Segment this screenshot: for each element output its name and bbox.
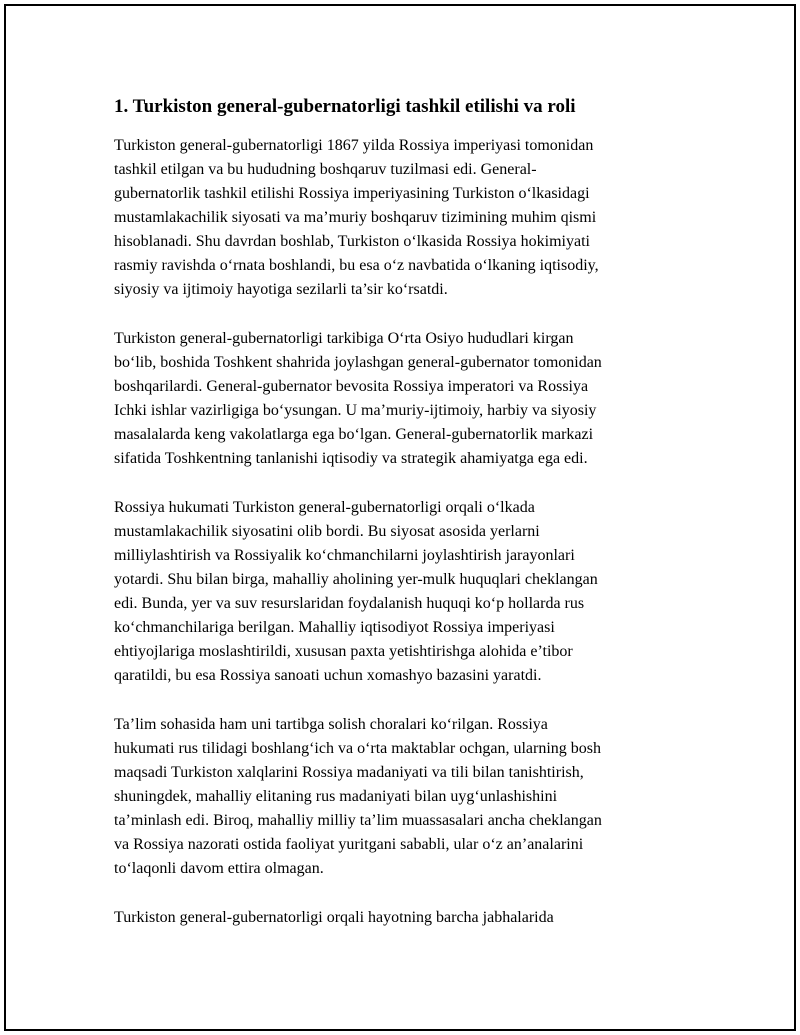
paragraph-3: Rossiya hukumati Turkiston general-gubernatorligi orqali o‘lkada mustamlakachilik siyosatini olib bordi. Bu siyosat asosida yerlarni milliylashtirish va Rossiyalik ko‘chmanchilarni joylashtirish jarayonlari yotardi. Shu bilan birga, mahalliy aholining yer-mulk huquqlari cheklangan edi. Bunda, yer va suv resurslaridan foydalanish huquqi ko‘p hollarda rus ko‘chmanchilariga berilgan. Mahalliy iqtisodiyot Rossiya imperiyasi ehtiyojlariga moslashtirildi, xususan paxta yetishtirishga alohida e’tibor qaratildi, bu esa Rossiya sanoati uchun xomashyo bazasini yaratdi.	[114, 499, 598, 684]
paragraph-1: Turkiston general-gubernatorligi 1867 yilda Rossiya imperiyasi tomonidan tashkil etilgan va bu hududning boshqaruv tuzilmasi edi. General- gubernatorlik tashkil etilishi Rossiya imperiyasining Turkiston o‘lkasidagi mustamlakachilik siyosati va ma’muriy boshqaruv tizimining muhim qismi hisoblanadi. Shu davrdan boshlab, Turkiston o‘lkasida Rossiya hokimiyati rasmiy ravishda o‘rnata boshlandi, bu esa o‘z navbatida o‘lkaning iqtisodiy, siyosiy va ijtimoiy hayotiga sezilarli ta’sir ko‘rsatdi.	[114, 137, 599, 298]
paragraph-4: Ta’lim sohasida ham uni tartibga solish choralari ko‘rilgan. Rossiya hukumati rus tilidagi boshlang‘ich va o‘rta maktablar ochgan, ularning bosh maqsadi Turkiston xalqlarini Rossiya madaniyati va tili bilan tanishtirish, shuningdek, mahalliy elitaning rus madaniyati bilan uyg‘unlashishini ta’minlash edi. Biroq, mahalliy milliy ta’lim muassasalari ancha cheklangan va Rossiya nazorati ostida faoliyat yuritgani sababli, ular o‘z an’analarini to‘laqonli davom ettira olmagan.	[114, 716, 602, 877]
paragraph-5: Turkiston general-gubernatorligi orqali hayotning barcha jabhalarida	[114, 909, 554, 926]
paragraph-2: Turkiston general-gubernatorligi tarkibiga O‘rta Osiyo hududlari kirgan bo‘lib, boshida Toshkent shahrida joylashgan general-gubernator tomonidan boshqarilardi. General-gubernator bevosita Rossiya imperatori va Rossiya Ichki ishlar vazirligiga bo‘ysungan. U ma’muriy-ijtimoiy, harbiy va siyosiy masalalarda keng vakolatlarga ega bo‘lgan. General-gubernatorlik markazi sifatida Toshkentning tanlanishi iqtisodiy va strategik ahamiyatga ega edi.	[114, 330, 602, 467]
document-body	[114, 94, 689, 955]
section-heading: 1. Turkiston general-gubernatorligi tashkil etilishi va roli	[114, 96, 576, 117]
